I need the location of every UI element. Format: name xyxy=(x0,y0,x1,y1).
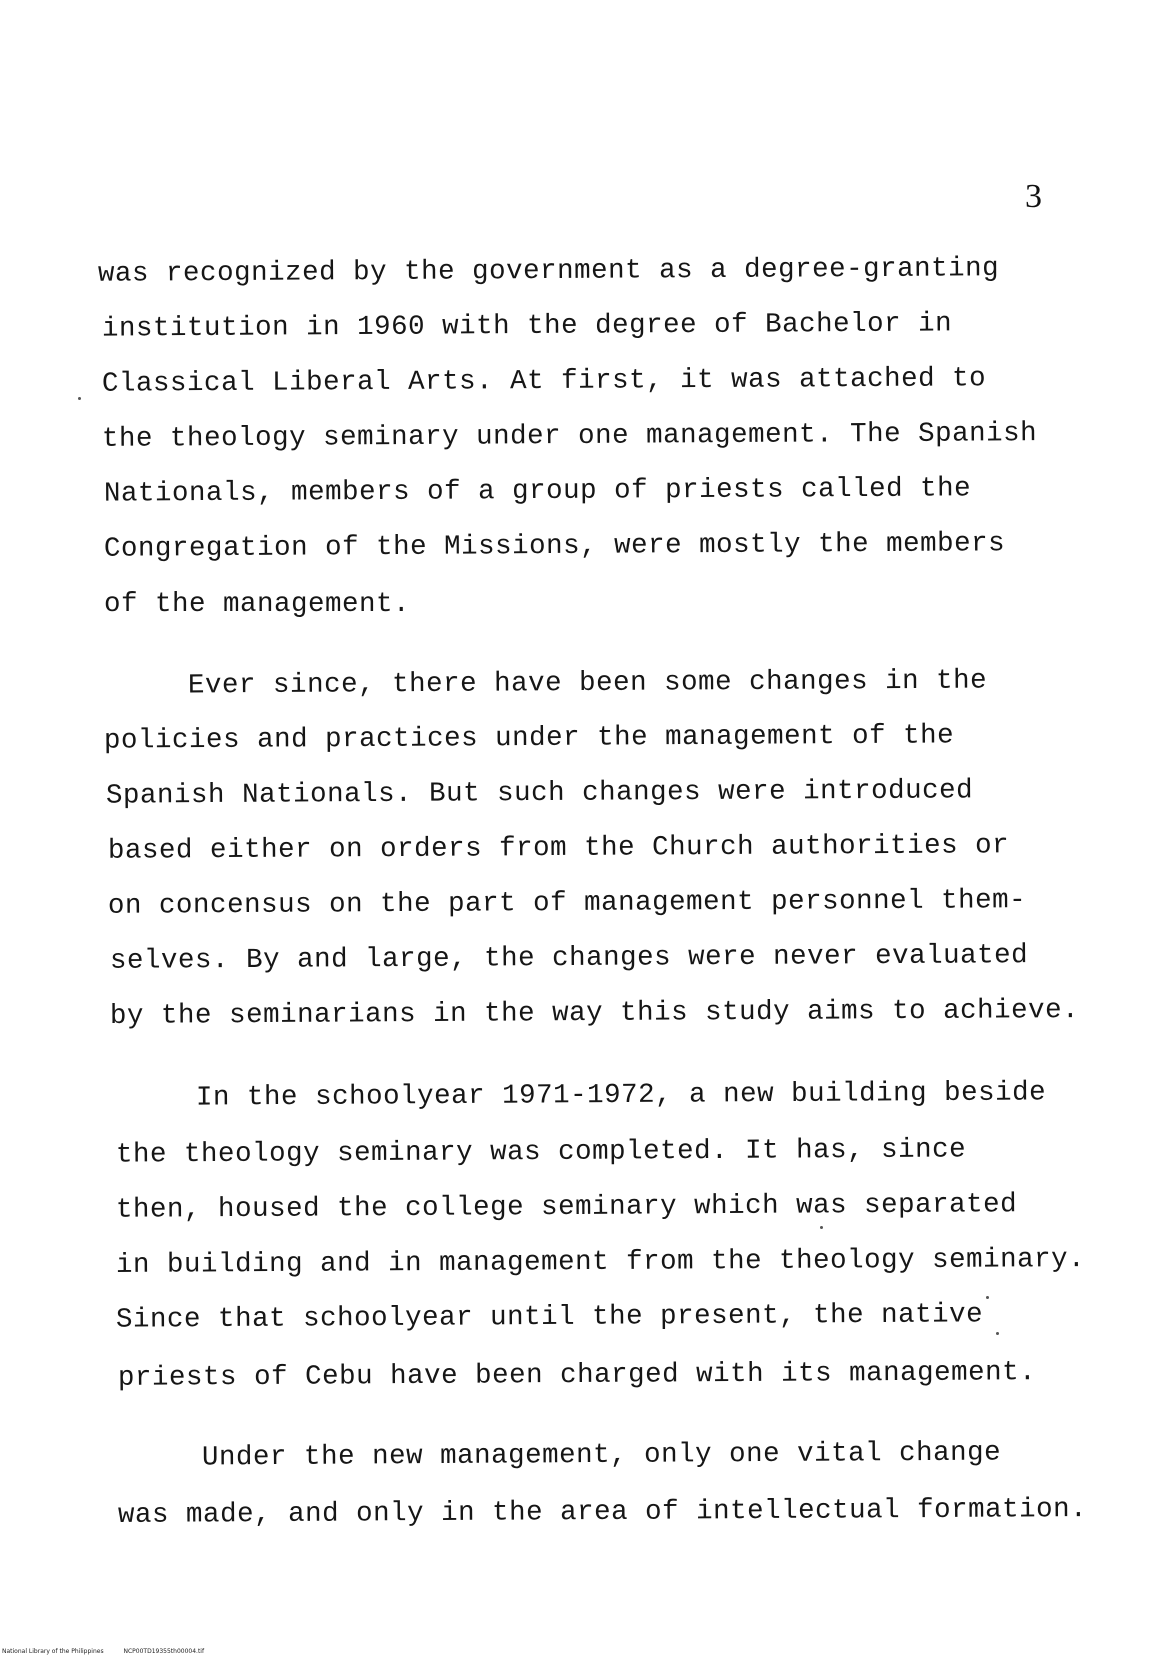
text-line: priests of Cebu have been charged with its management. xyxy=(117,1357,1037,1394)
footer-file-id: NCP00TD19355th00004.tif xyxy=(123,1648,205,1655)
page-number: 3 xyxy=(1025,178,1042,215)
text-line: of the management. xyxy=(104,589,411,620)
scan-speck xyxy=(78,397,81,400)
text-line: Ever since, there have been some changes in the xyxy=(187,665,988,702)
text-line: Spanish Nationals. But such changes were introduced xyxy=(105,775,974,812)
text-line: Congregation of the Missions, were mostly the members xyxy=(103,528,1006,565)
text-line: Classical Liberal Arts. At first, it was attached to xyxy=(101,363,987,400)
text-line: the theology seminary was completed. It has, since xyxy=(115,1134,967,1171)
text-line: was made, and only in the area of intellectual formation. xyxy=(117,1494,1088,1531)
text-line: the theology seminary under one management. The Spanish xyxy=(101,418,1038,455)
text-line: In the schoolyear 1971-1972, a new building beside xyxy=(195,1077,1047,1114)
scan-speck xyxy=(986,1296,989,1299)
text-line: Nationals, members of a group of priests called the xyxy=(103,473,972,510)
text-line: on concensus on the part of management personnel them- xyxy=(107,885,1027,922)
text-line: Under the new management, only one vital change xyxy=(201,1437,1002,1474)
text-line: based either on orders from the Church authorities or xyxy=(107,830,1010,867)
text-line: selves. By and large, the changes were never evaluated xyxy=(109,940,1029,977)
text-line: by the seminarians in the way this study aims to achieve. xyxy=(109,995,1080,1032)
text-line: in building and in management from the theology seminary. xyxy=(115,1244,1086,1281)
text-line: then, housed the college seminary which was separated xyxy=(115,1189,1018,1226)
text-line: Since that schoolyear until the present, the native xyxy=(115,1299,984,1336)
text-line: policies and practices under the management of the xyxy=(103,720,955,757)
scan-footer xyxy=(2,1648,222,1655)
scan-speck xyxy=(820,1226,823,1229)
scan-speck xyxy=(996,1332,999,1335)
footer-library: National Library of the Philippines xyxy=(2,1648,104,1655)
text-line: institution in 1960 with the degree of Bachelor in xyxy=(101,308,953,345)
text-line: was recognized by the government as a degree-granting xyxy=(97,253,1000,290)
